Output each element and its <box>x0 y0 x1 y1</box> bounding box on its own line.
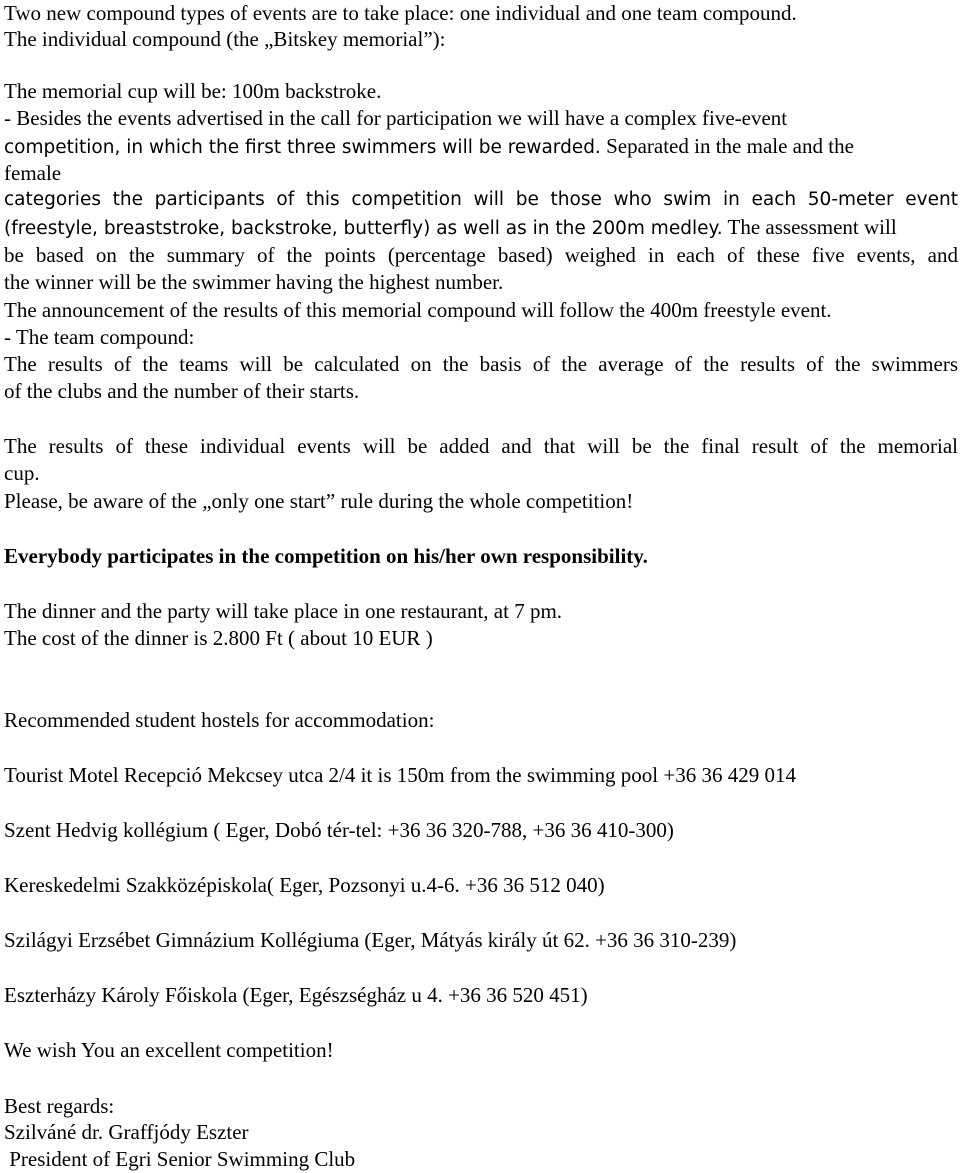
final-result-line-1: The results of these individual events will be added and that will be the final result of the memorial <box>4 434 958 458</box>
female-line: female <box>4 161 62 185</box>
hostel-item: Kereskedelmi Szakközépiskola( Eger, Pozsonyi u.4-6. +36 36 512 040) <box>4 873 605 897</box>
team-compound-heading: - The team compound: <box>4 325 195 349</box>
hostel-item: Szent Hedvig kollégium ( Eger, Dobó tér-tel: +36 36 320-788, +36 36 410-300) <box>4 818 674 842</box>
complex-competition-line-2 <box>4 133 854 161</box>
assessment-line-2: the winner will be the swimmer having the highest number. <box>4 270 504 294</box>
medley-line <box>4 214 897 242</box>
team-compound-line-2: of the clubs and the number of their starts. <box>4 379 360 403</box>
complex-competition-line-1: - Besides the events advertised in the call for participation we will have a complex five-event <box>4 106 788 130</box>
final-result-line-2: cup. <box>4 461 40 485</box>
intro-line-1: Two new compound types of events are to take place: one individual and one team compound. <box>4 1 797 25</box>
medley-sans-text: (freestyle, breaststroke, backstroke, butterfly) as well as in the 200m medley. <box>4 218 723 239</box>
closing-wish: We wish You an excellent competition! <box>4 1038 334 1062</box>
best-regards: Best regards: <box>4 1094 115 1118</box>
hostel-item: Tourist Motel Recepció Mekcsey utca 2/4 it is 150m from the swimming pool +36 36 429 014 <box>4 763 796 787</box>
team-compound-line-1: The results of the teams will be calculated on the basis of the average of the results of the swimmers <box>4 352 958 376</box>
hostels-heading: Recommended student hostels for accommodation: <box>4 708 435 732</box>
announcement-line: The announcement of the results of this memorial compound will follow the 400m freestyle event. <box>4 298 832 322</box>
hostel-item: Szilágyi Erzsébet Gimnázium Kollégiuma (Eger, Mátyás király út 62. +36 36 310-239) <box>4 928 737 952</box>
complex-competition-sans-text: competition, in which the first three swimmers will be rewarded. <box>4 137 601 158</box>
assessment-line-1: be based on the summary of the points (percentage based) weighed in each of these five events, and <box>4 243 958 267</box>
signature-title: President of Egri Senior Swimming Club <box>4 1147 356 1171</box>
dinner-cost-line: The cost of the dinner is 2.800 Ft ( about 10 EUR ) <box>4 626 433 650</box>
signature-name: Szilváné dr. Graffjódy Eszter <box>4 1120 249 1144</box>
hostel-item: Eszterházy Károly Főiskola (Eger, Egészségház u 4. +36 36 520 451) <box>4 983 588 1007</box>
one-start-rule-line: Please, be aware of the „only one start” rule during the whole competition! <box>4 489 634 513</box>
assessment-serif-tail: The assessment will <box>722 215 897 239</box>
categories-line: categories the participants of this competition will be those who swim in each 50-meter event <box>4 189 958 210</box>
complex-competition-serif-tail: Separated in the male and the <box>600 134 854 158</box>
dinner-line-1: The dinner and the party will take place in one restaurant, at 7 pm. <box>4 599 563 623</box>
memorial-cup-line: The memorial cup will be: 100m backstroke. <box>4 79 382 103</box>
responsibility-notice: Everybody participates in the competition on his/her own responsibility. <box>4 544 648 568</box>
intro-line-2: The individual compound (the „Bitskey memorial”): <box>4 27 446 51</box>
